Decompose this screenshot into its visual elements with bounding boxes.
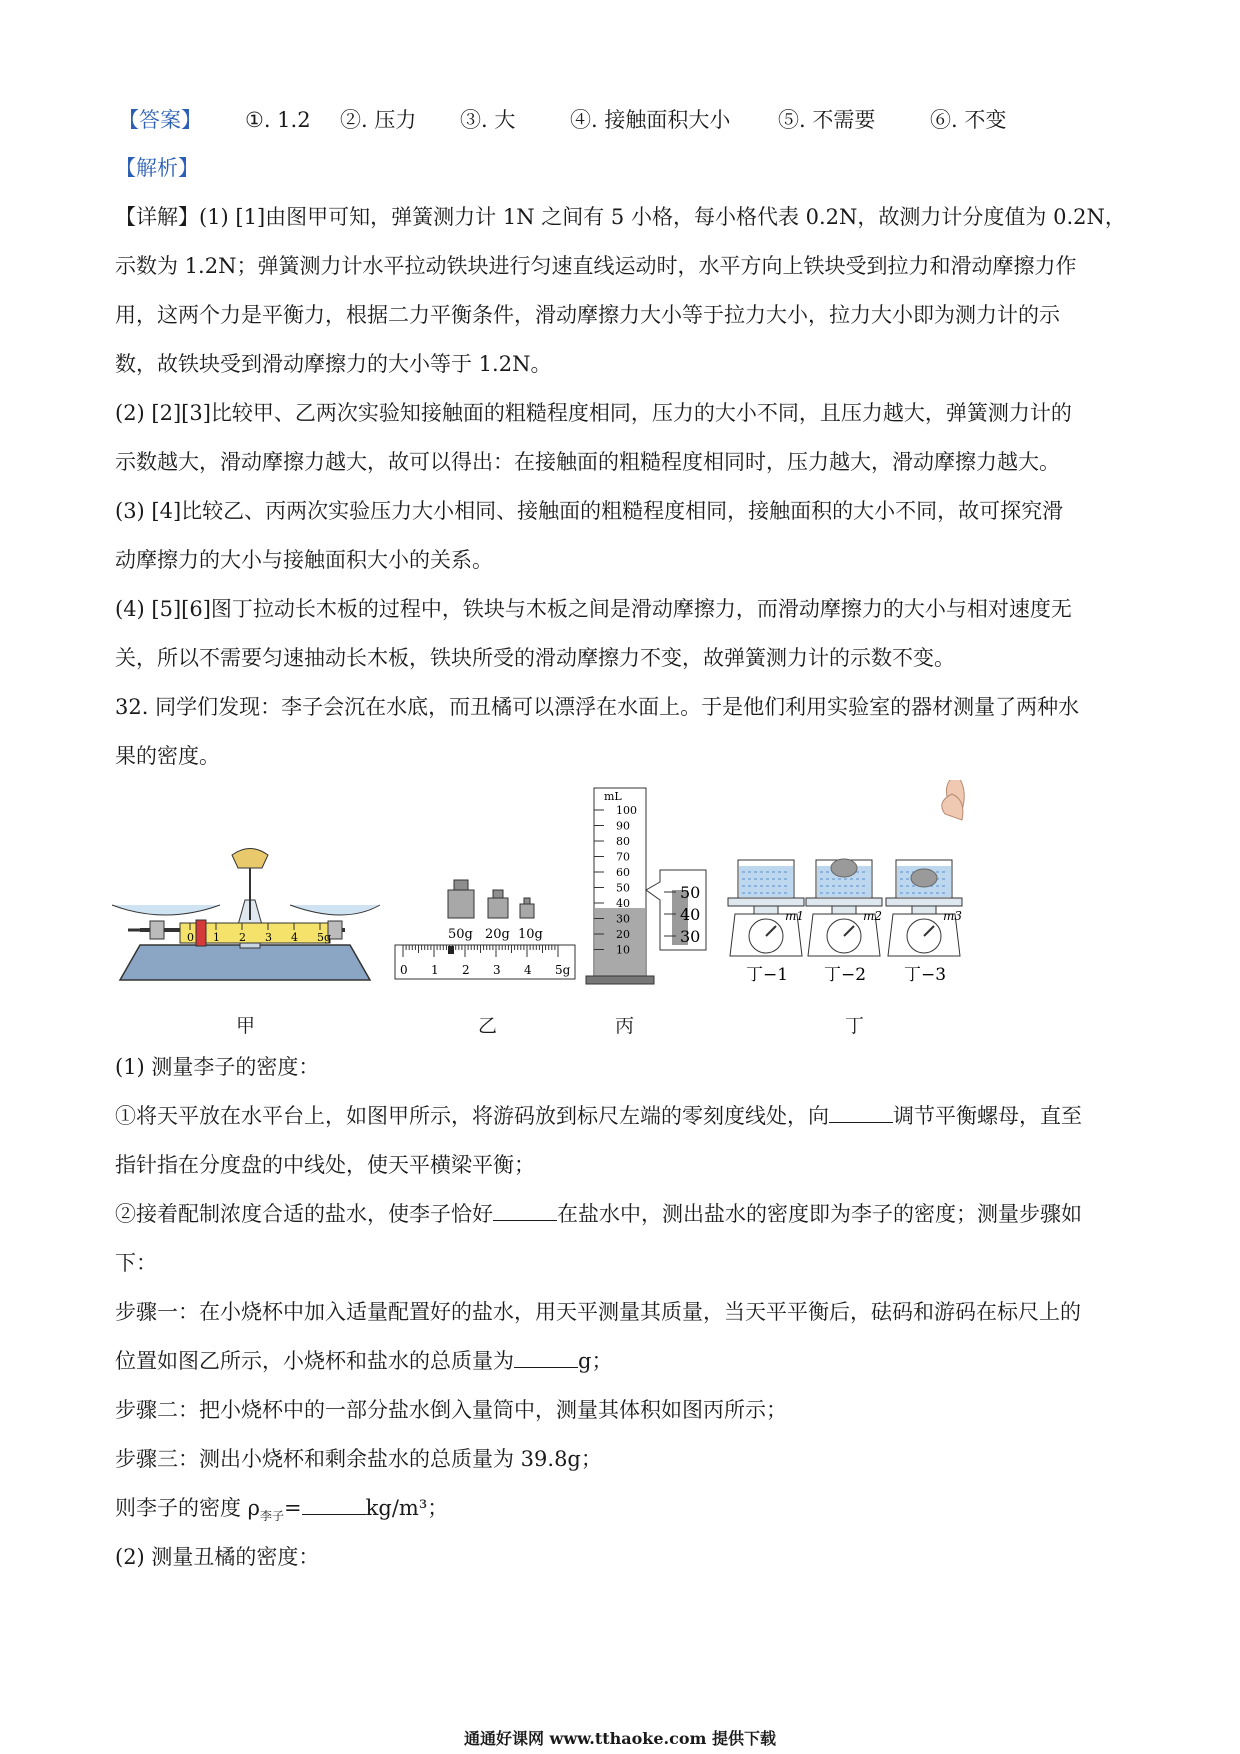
answer-item-4: ④. 接触面积大小 bbox=[570, 108, 731, 132]
answer-item-5: ⑤. 不需要 bbox=[778, 108, 876, 132]
mass-label: m2 bbox=[863, 909, 883, 923]
question-32-line-2: 果的密度。 bbox=[115, 744, 220, 768]
scale-neck bbox=[754, 906, 778, 914]
cylinder-tick-label: 50 bbox=[616, 881, 630, 895]
figure-label-bing: 丙 bbox=[615, 1015, 635, 1037]
cylinder-tick-label: 90 bbox=[616, 819, 630, 833]
step1-text-a: ①将天平放在水平台上，如图甲所示，将游码放到标尺左端的零刻度线处，向 bbox=[115, 1104, 829, 1128]
scale-plate bbox=[886, 898, 962, 906]
density-unit: kg/m³； bbox=[365, 1496, 449, 1520]
density-line bbox=[115, 1494, 1125, 1530]
density-symbol: 则李子的密度 ρ bbox=[115, 1496, 261, 1520]
water bbox=[739, 866, 793, 897]
cylinder-tick-label: 100 bbox=[616, 804, 637, 817]
procedure-step1-line-1: 步骤一：在小烧杯中加入适量配置好的盐水，用天平测量其质量，当天平平衡后，砝码和游码在标尺上的 bbox=[115, 1300, 1081, 1324]
step2-text-a: ②接着配制浓度合适的盐水，使李子恰好 bbox=[115, 1202, 493, 1226]
answer-blank-1[interactable] bbox=[829, 1102, 893, 1123]
zoom-tick-label: 50 bbox=[680, 883, 701, 902]
rider-tick-label: 0 bbox=[187, 931, 194, 944]
part1-title: (1) 测量李子的密度： bbox=[115, 1055, 320, 1079]
cylinder-tick-label: 40 bbox=[616, 897, 630, 910]
procedure-step1-line-2 bbox=[115, 1347, 1125, 1375]
fruit bbox=[911, 869, 937, 887]
step2-text-b: 在盐水中，测出盐水的密度即为李子的密度；测量步骤如 bbox=[557, 1202, 1082, 1226]
rider-marker bbox=[448, 946, 454, 954]
weights-figure bbox=[395, 880, 575, 979]
scale-plate bbox=[728, 898, 804, 906]
mass-label: m3 bbox=[943, 909, 963, 923]
procedure-step2: 步骤二：把小烧杯中的一部分盐水倒入量筒中，测量其体积如图丙所示； bbox=[115, 1398, 787, 1422]
ruler-tick-label: 3 bbox=[493, 963, 501, 977]
figure-label-yi: 乙 bbox=[478, 1015, 498, 1037]
footer-credit: 通通好课网 www.tthaoke.com 提供下载 bbox=[463, 1729, 777, 1748]
zoom-tick-label: 40 bbox=[680, 905, 701, 924]
detail-line-10: 关，所以不需要匀速抽动长木板，铁块所受的滑动摩擦力不变，故弹簧测力计的示数不变。 bbox=[115, 646, 955, 670]
answer-item-2: ②. 压力 bbox=[340, 108, 417, 132]
fruit bbox=[831, 859, 857, 877]
cylinder-tick-label: 60 bbox=[616, 866, 630, 879]
cylinder-unit: mL bbox=[604, 790, 622, 803]
procedure-step3: 步骤三：测出小烧杯和剩余盐水的总质量为 39.8g； bbox=[115, 1447, 602, 1471]
density-equals: = bbox=[284, 1496, 302, 1520]
ruler-tick-label: 2 bbox=[462, 963, 470, 977]
detail-tag: 【详解】 bbox=[115, 205, 199, 229]
scale-sub-label: 丁−3 bbox=[904, 965, 947, 985]
detail-line-2: 示数为 1.2N；弹簧测力计水平拉动铁块进行匀速直线运动时，水平方向上铁块受到拉力和滑动摩擦力作 bbox=[115, 254, 1077, 278]
cylinder-tick-label: 70 bbox=[616, 850, 630, 864]
answer-item-3: ③. 大 bbox=[460, 108, 516, 132]
answer-blank-3[interactable] bbox=[514, 1347, 578, 1368]
answer-blank-4[interactable] bbox=[302, 1494, 366, 1515]
analysis-tag: 【解析】 bbox=[115, 156, 199, 180]
ruler-tick-label: 5g bbox=[555, 963, 571, 977]
detail-line-9: (4) [5][6]图丁拉动长木板的过程中，铁块与木板之间是滑动摩擦力，而滑动摩擦力的大小与相对速度无 bbox=[115, 597, 1072, 621]
rider-tick-label: 5g bbox=[317, 931, 332, 944]
part2-title: (2) 测量丑橘的密度： bbox=[115, 1545, 320, 1569]
zoom-tick-label: 30 bbox=[680, 927, 701, 946]
weight-label-50g: 50g bbox=[448, 927, 473, 942]
graduated-cylinder-figure bbox=[586, 788, 706, 984]
scale-plate bbox=[806, 898, 882, 906]
density-subscript: 李子 bbox=[260, 1509, 285, 1524]
detail-line-1 bbox=[115, 203, 1125, 231]
answer-tag: 【答案】 bbox=[118, 108, 202, 132]
balance-figure bbox=[112, 849, 380, 981]
scale-neck bbox=[832, 906, 856, 914]
answer-item-1: ①. 1.2 bbox=[245, 108, 311, 132]
scale-neck bbox=[912, 906, 936, 914]
step1-line-1 bbox=[115, 1102, 1125, 1130]
scales-figure bbox=[728, 859, 962, 985]
mass-label: m1 bbox=[785, 909, 805, 923]
answer-item-6: ⑥. 不变 bbox=[930, 108, 1007, 132]
rider-tick-label: 3 bbox=[265, 931, 272, 944]
cylinder-tick-label: 20 bbox=[616, 928, 630, 941]
scale-sub-label: 丁−1 bbox=[746, 965, 789, 985]
answer-blank-2[interactable] bbox=[493, 1200, 557, 1221]
ruler-tick-label: 0 bbox=[400, 963, 408, 977]
cylinder-tick-label: 10 bbox=[616, 943, 630, 957]
procedure-step1-text: 位置如图乙所示，小烧杯和盐水的总质量为 bbox=[115, 1349, 514, 1373]
detail-text-1: (1) [1]由图甲可知，弹簧测力计 1N 之间有 5 小格，每小格代表 0.2N，故测力计分度值为 0.2N， bbox=[199, 205, 1126, 229]
detail-line-6: 示数越大，滑动摩擦力越大，故可以得出：在接触面的粗糙程度相同时，压力越大，滑动摩擦力越大。 bbox=[115, 450, 1060, 474]
step1-text-b: 调节平衡螺母，直至 bbox=[893, 1104, 1082, 1128]
hand-icon bbox=[942, 780, 964, 820]
rider-tick-label: 4 bbox=[291, 931, 298, 944]
detail-line-3: 用，这两个力是平衡力，根据二力平衡条件，滑动摩擦力大小等于拉力大小，拉力大小即为测力计的示 bbox=[115, 303, 1060, 327]
ruler-tick-label: 4 bbox=[524, 963, 532, 977]
ruler-tick-label: 1 bbox=[431, 963, 439, 977]
weight-label-10g: 10g bbox=[518, 927, 543, 942]
figure-label-ding: 丁 bbox=[845, 1015, 865, 1037]
detail-line-8: 动摩擦力的大小与接触面积大小的关系。 bbox=[115, 548, 493, 572]
step2-line-1 bbox=[115, 1200, 1125, 1228]
step2-line-2: 下： bbox=[115, 1251, 157, 1275]
cylinder-tick-label: 80 bbox=[616, 835, 630, 848]
scale-sub-label: 丁−2 bbox=[824, 965, 867, 985]
weight-label-20g: 20g bbox=[485, 927, 510, 942]
question-32-line-1: 32. 同学们发现：李子会沉在水底，而丑橘可以漂浮在水面上。于是他们利用实验室的器材测量了两种水 bbox=[115, 695, 1080, 719]
detail-line-7: (3) [4]比较乙、丙两次实验压力大小相同、接触面的粗糙程度相同，接触面积的大小不同，故可探究滑 bbox=[115, 499, 1064, 523]
step1-line-2: 指针指在分度盘的中线处，使天平横梁平衡； bbox=[115, 1153, 535, 1177]
rider-tick-label: 2 bbox=[239, 931, 246, 944]
procedure-step1-unit: g； bbox=[578, 1349, 613, 1373]
rider-tick-label: 1 bbox=[213, 931, 220, 944]
figure-label-jia: 甲 bbox=[236, 1015, 256, 1037]
cylinder-tick-label: 30 bbox=[616, 912, 630, 926]
detail-line-5: (2) [2][3]比较甲、乙两次实验知接触面的粗糙程度相同，压力的大小不同，且压力越大，弹簧测力计的 bbox=[115, 401, 1072, 425]
detail-line-4: 数，故铁块受到滑动摩擦力的大小等于 1.2N。 bbox=[115, 352, 552, 376]
